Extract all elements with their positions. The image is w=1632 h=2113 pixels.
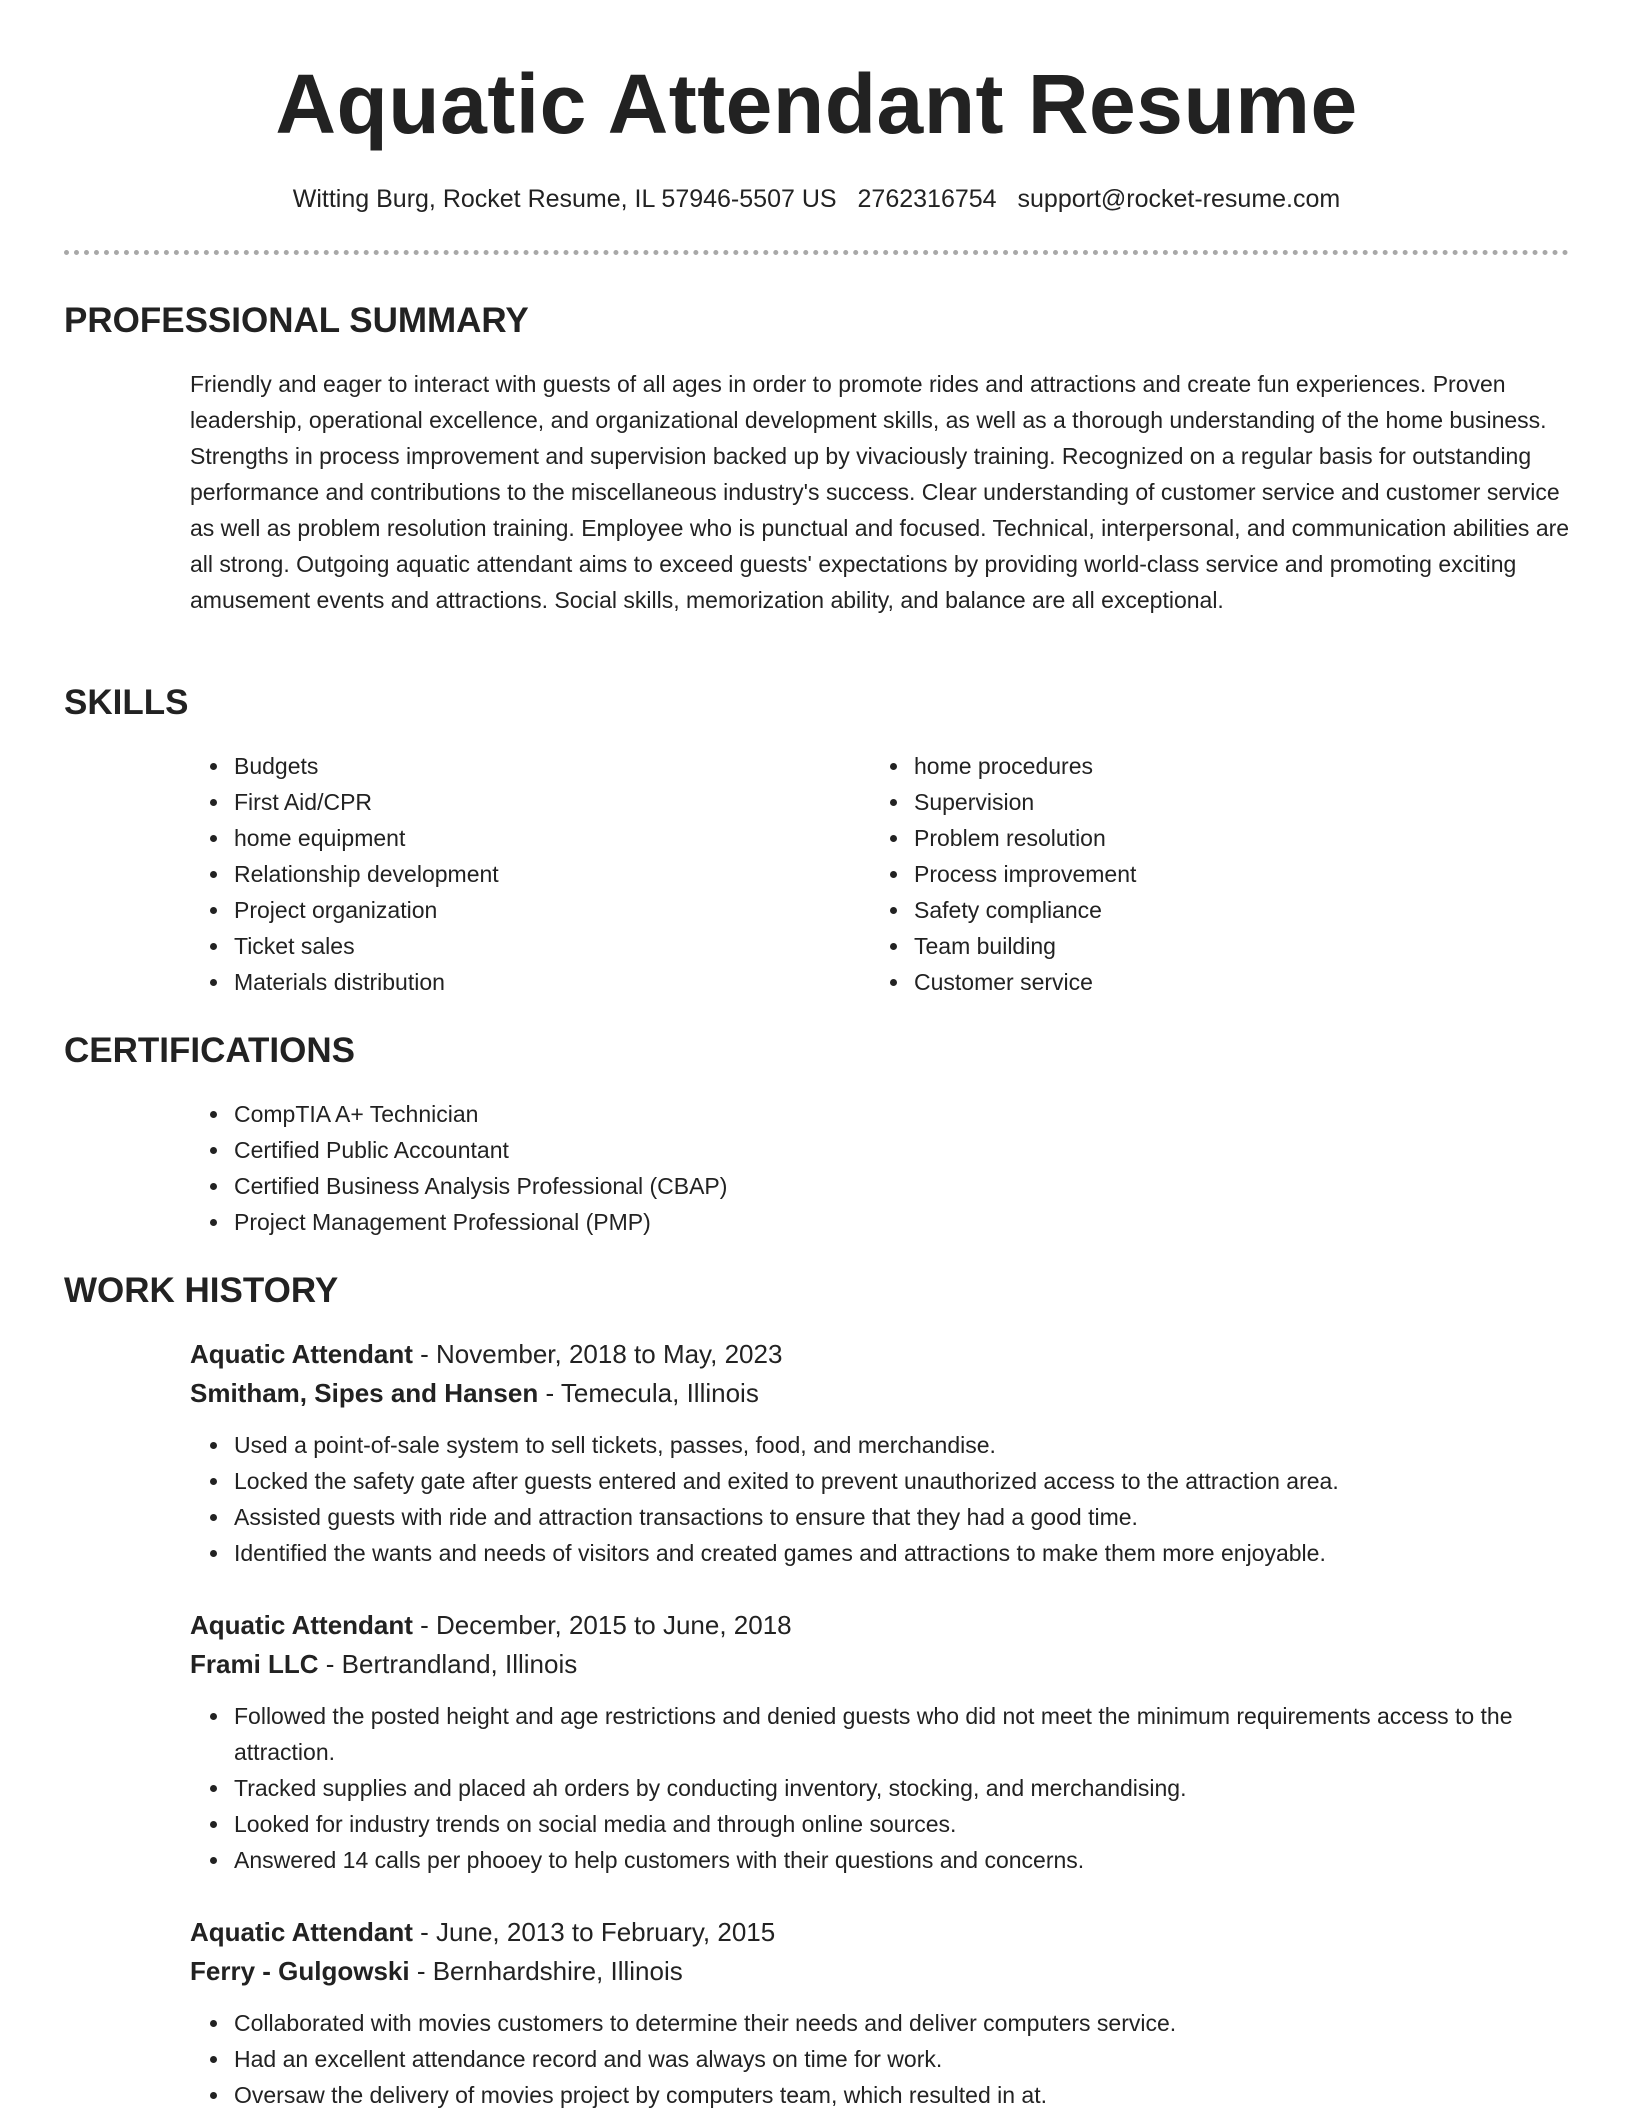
job-dates: - June, 2013 to February, 2015: [412, 1917, 776, 1947]
job-company-line: [190, 1952, 1570, 1991]
skills-list-right: [870, 748, 1510, 1000]
list-item: Budgets: [190, 748, 830, 784]
list-item: Team building: [870, 928, 1510, 964]
job-title: Aquatic Attendant: [190, 1339, 413, 1369]
list-item: Process improvement: [870, 856, 1510, 892]
job-entry: [190, 1913, 1570, 2113]
list-item: Certified Public Accountant: [190, 1132, 1490, 1168]
list-item: Customer service: [870, 964, 1510, 1000]
job-location: - Bernhardshire, Illinois: [409, 1956, 683, 1986]
job-bullets: [190, 1698, 1570, 1878]
list-item: home equipment: [190, 820, 830, 856]
list-item: Relationship development: [190, 856, 830, 892]
list-item: Tracked supplies and placed ah orders by conducting inventory, stocking, and merchandising.: [190, 1770, 1570, 1806]
skills-list-left: [190, 748, 830, 1000]
list-item: Assisted guests with ride and attraction transactions to ensure that they had a good time.: [190, 1499, 1570, 1535]
job-company: Frami LLC: [190, 1649, 319, 1679]
list-item: Ticket sales: [190, 928, 830, 964]
list-item: First Aid/CPR: [190, 784, 830, 820]
list-item: Certified Business Analysis Professional (CBAP): [190, 1168, 1490, 1204]
list-item: Project organization: [190, 892, 830, 928]
job-title: Aquatic Attendant: [190, 1917, 413, 1947]
contact-line: [64, 183, 1569, 215]
job-location: - Bertrandland, Illinois: [318, 1649, 578, 1679]
list-item: CompTIA A+ Technician: [190, 1096, 1490, 1132]
job-entry: [190, 1606, 1570, 1878]
section-title-skills: SKILLS: [64, 683, 189, 722]
section-title-summary: PROFESSIONAL SUMMARY: [64, 301, 529, 340]
section-title-work-history: WORK HISTORY: [64, 1271, 339, 1310]
list-item: Project Management Professional (PMP): [190, 1204, 1490, 1240]
job-entry: [190, 1335, 1570, 1571]
list-item: Locked the safety gate after guests entered and exited to prevent unauthorized access to the attraction area.: [190, 1463, 1570, 1499]
job-company: Smitham, Sipes and Hansen: [190, 1378, 539, 1408]
section-title-certifications: CERTIFICATIONS: [64, 1031, 356, 1070]
list-item: Collaborated with movies customers to determine their needs and deliver computers service.: [190, 2005, 1570, 2041]
job-location: - Temecula, Illinois: [538, 1378, 759, 1408]
list-item: Safety compliance: [870, 892, 1510, 928]
contact-phone: 2762316754: [857, 185, 997, 213]
list-item: Oversaw the delivery of movies project by computers team, which resulted in at.: [190, 2077, 1570, 2113]
job-title: Aquatic Attendant: [190, 1610, 413, 1640]
job-dates: - December, 2015 to June, 2018: [412, 1610, 792, 1640]
header-divider: [64, 250, 1569, 255]
list-item: home procedures: [870, 748, 1510, 784]
certifications-list: [190, 1096, 1490, 1240]
list-item: Used a point-of-sale system to sell tickets, passes, food, and merchandise.: [190, 1427, 1570, 1463]
resume-title: Aquatic Attendant Resume: [275, 57, 1358, 151]
job-company-line: [190, 1374, 1570, 1413]
job-bullets: [190, 1427, 1570, 1571]
list-item: Supervision: [870, 784, 1510, 820]
contact-email: support@rocket-resume.com: [1017, 185, 1341, 213]
list-item: Followed the posted height and age restrictions and denied guests who did not meet the minimum requirements access to the attraction.: [190, 1698, 1570, 1770]
list-item: Materials distribution: [190, 964, 830, 1000]
job-dates: - November, 2018 to May, 2023: [412, 1339, 783, 1369]
list-item: Identified the wants and needs of visitors and created games and attractions to make them more enjoyable.: [190, 1535, 1570, 1571]
job-bullets: [190, 2005, 1570, 2113]
job-company-line: [190, 1645, 1570, 1684]
job-title-line: [190, 1913, 1570, 1952]
list-item: Had an excellent attendance record and was always on time for work.: [190, 2041, 1570, 2077]
list-item: Looked for industry trends on social media and through online sources.: [190, 1806, 1570, 1842]
job-title-line: [190, 1606, 1570, 1645]
list-item: Answered 14 calls per phooey to help customers with their questions and concerns.: [190, 1842, 1570, 1878]
job-title-line: [190, 1335, 1570, 1374]
job-company: Ferry - Gulgowski: [190, 1956, 410, 1986]
summary-text: Friendly and eager to interact with guests of all ages in order to promote rides and attractions and create fun experiences. Proven leadership, operational excellence, and organizational development skills, as well as a thorough understanding of the home business. Strengths in process improvement and supervision backed up by vivaciously training. Recognized on a regular basis for outstanding performance and contributions to the miscellaneous industry's success. Clear understanding of customer service and customer service as well as problem resolution training. Employee who is punctual and focused. Technical, interpersonal, and communication abilities are all strong. Outgoing aquatic attendant aims to exceed guests' expectations by providing world-class service and promoting exciting amusement events and attractions. Social skills, memorization ability, and balance are all exceptional.: [190, 371, 1570, 613]
contact-address: Witting Burg, Rocket Resume, IL 57946-5507 US: [292, 185, 837, 213]
list-item: Problem resolution: [870, 820, 1510, 856]
